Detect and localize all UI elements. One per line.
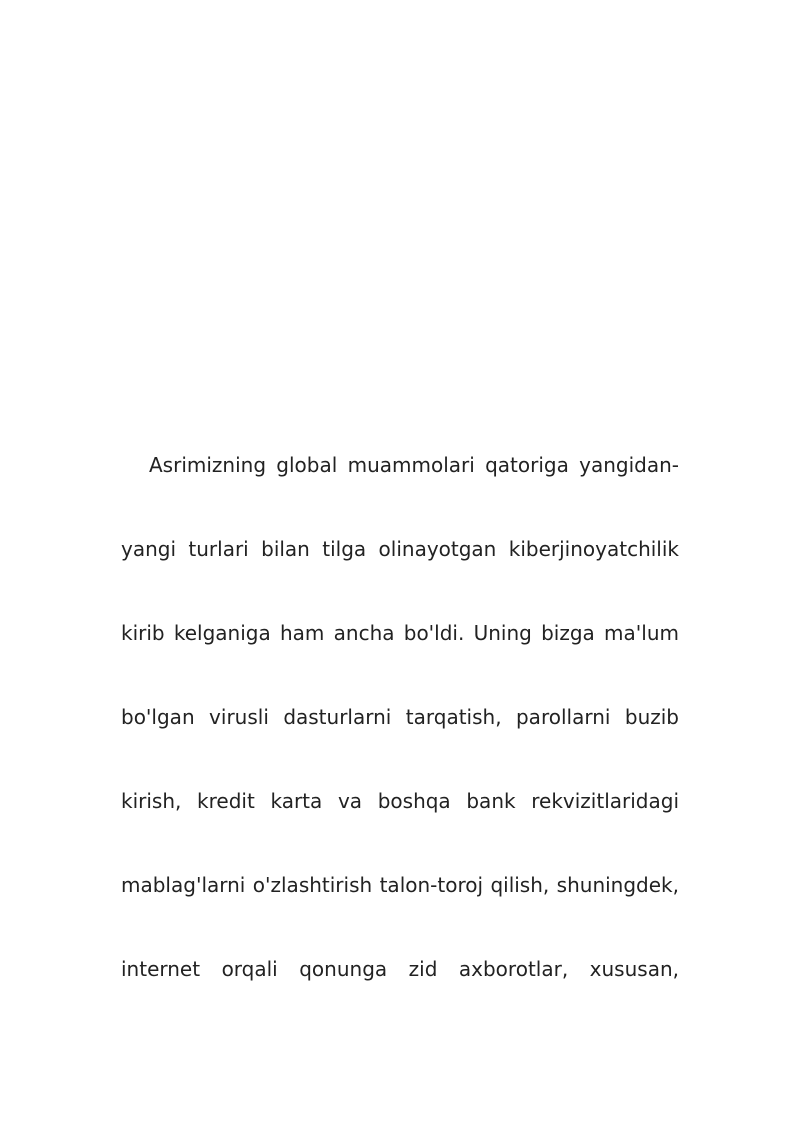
paragraph-line-7: internet orqali qonunga zid axborotlar, xususan, <box>121 957 679 981</box>
paragraph-line-2: yangi turlari bilan tilga olinayotgan kiberjinoyatchilik <box>121 537 679 561</box>
paragraph-line-5: kirish, kredit karta va boshqa bank rekvizitlaridagi <box>121 789 679 813</box>
paragraph-line-3: kirib kelganiga ham ancha bo'ldi. Uning bizga ma'lum <box>121 621 679 645</box>
paragraph-line-6: mablag'larni o'zlashtirish talon-toroj qilish, shuningdek, <box>121 873 679 897</box>
paragraph-line-4: bo'lgan virusli dasturlarni tarqatish, parollarni buzib <box>121 705 679 729</box>
paragraph-line-1: Asrimizning global muammolari qatoriga yangidan- <box>149 453 679 477</box>
